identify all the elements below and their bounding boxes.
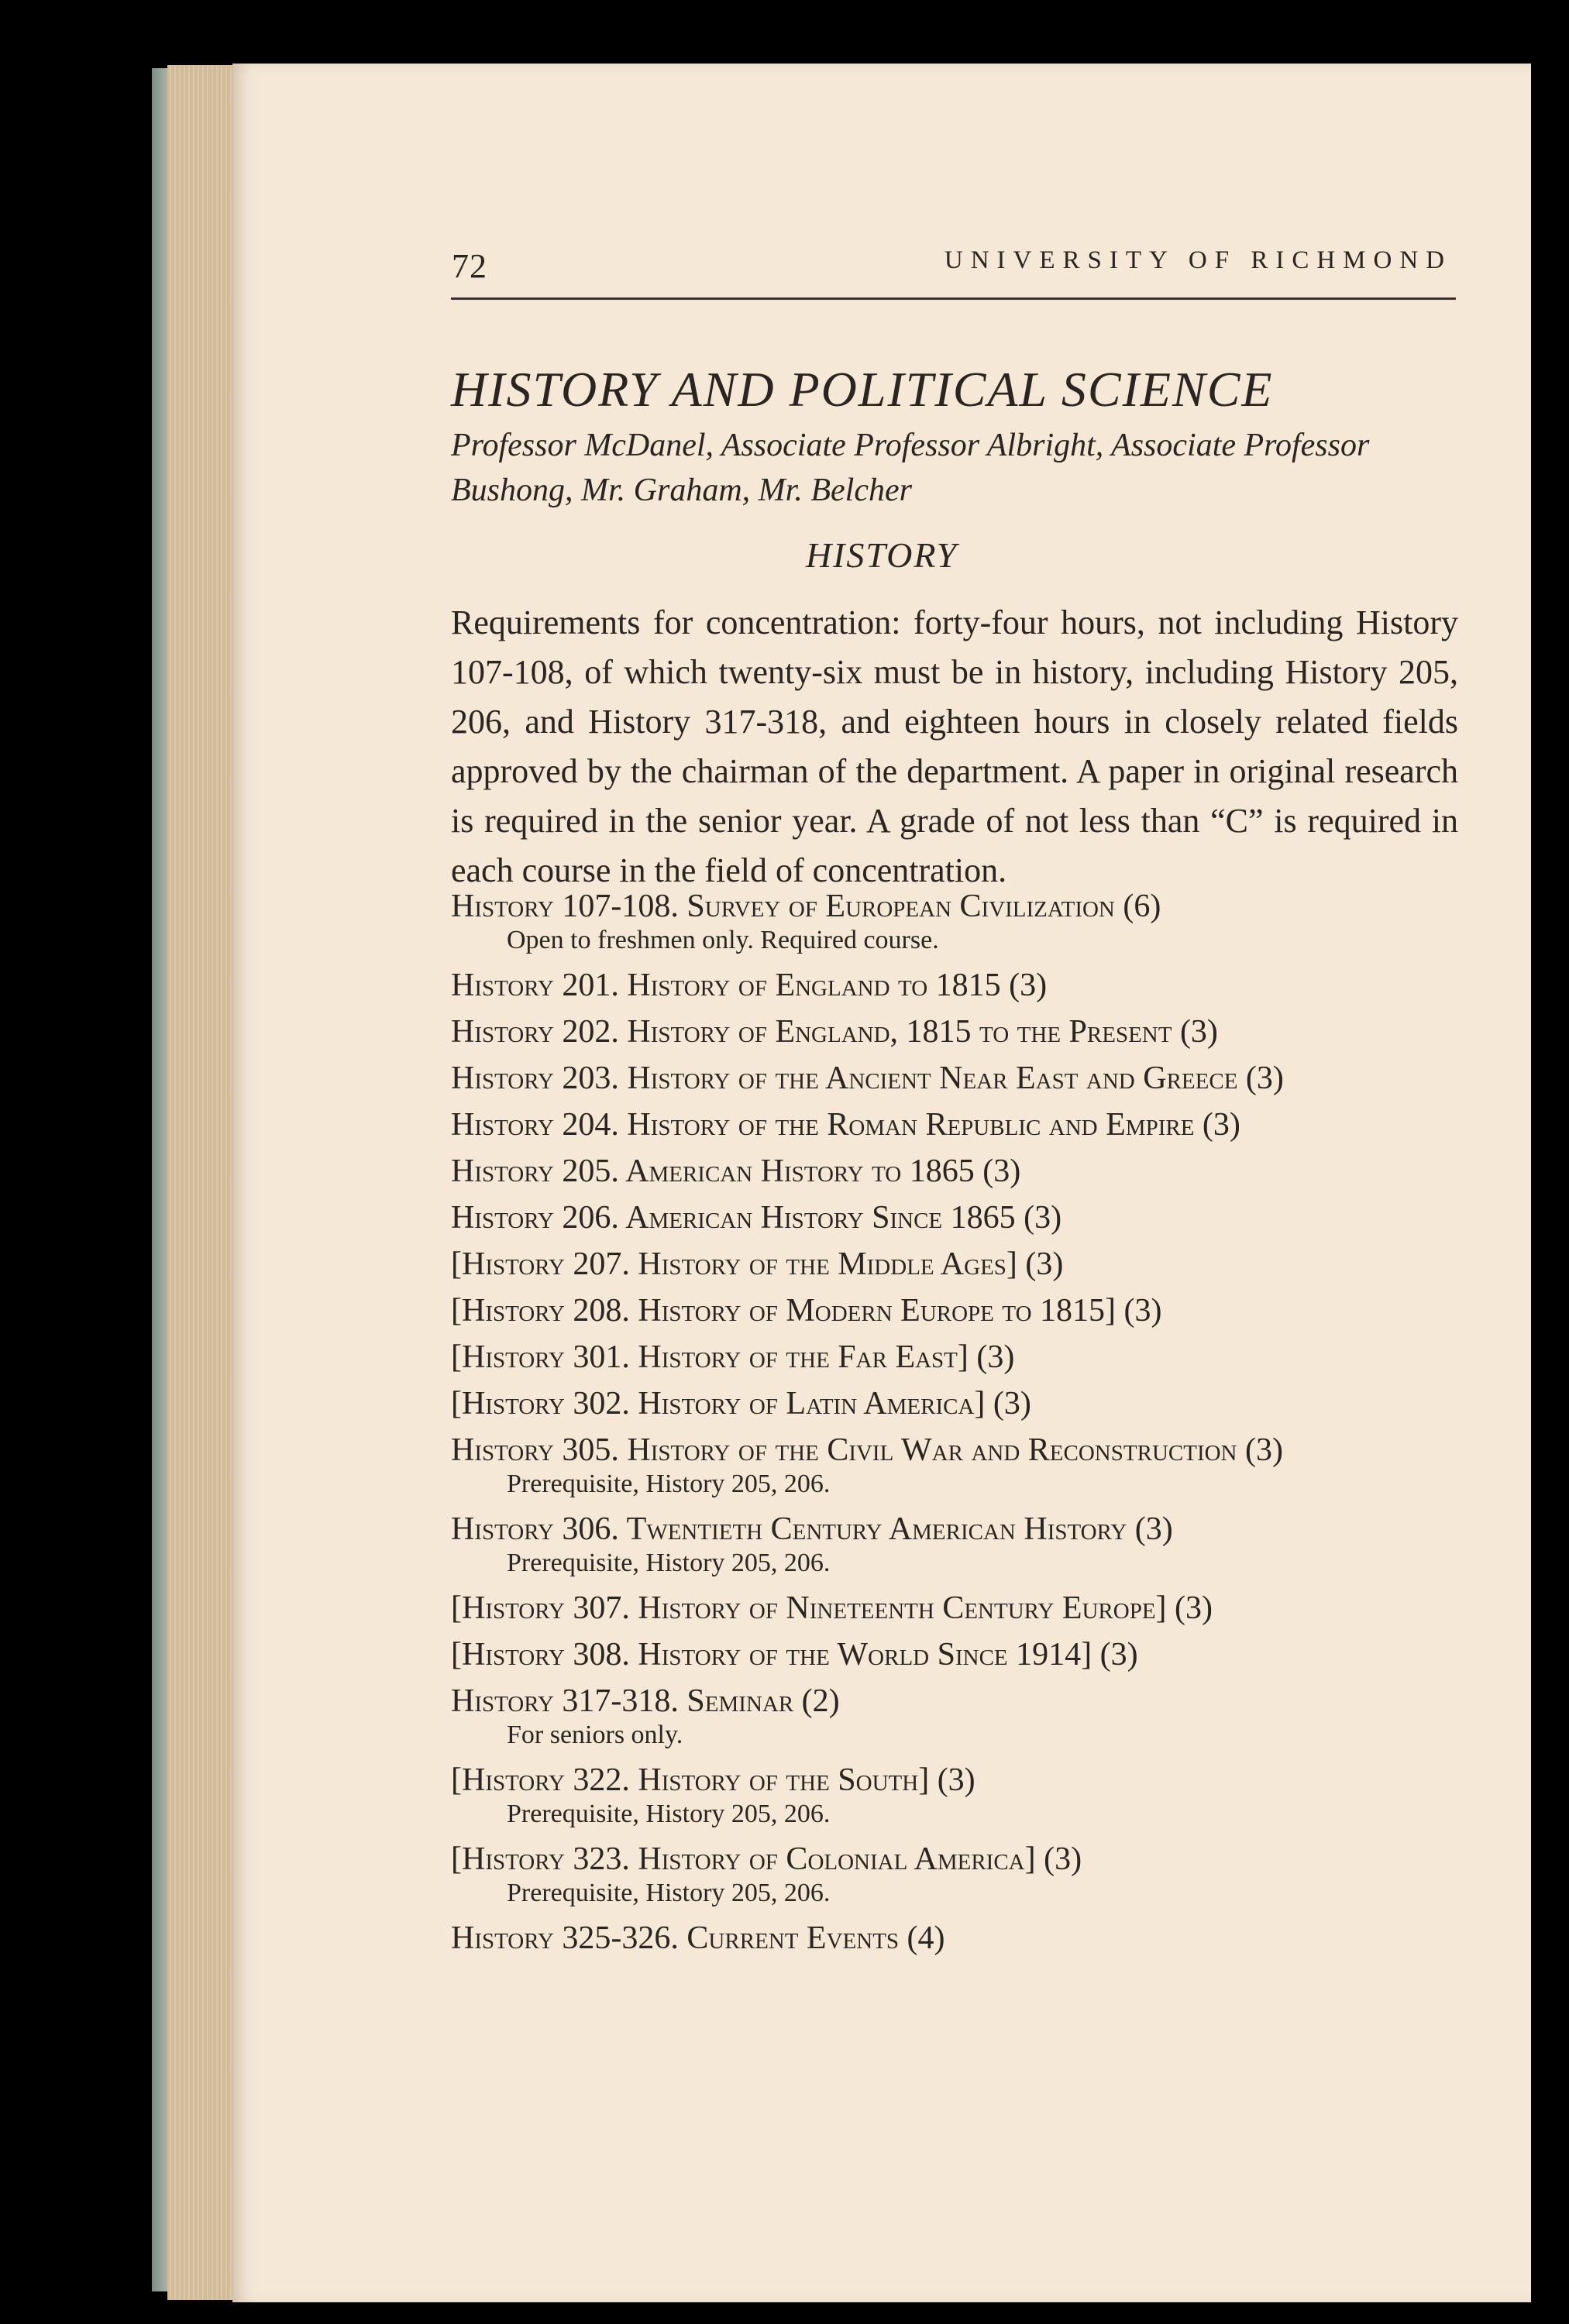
header-rule <box>451 297 1456 300</box>
course-entry: History 317-318. Seminar (2) <box>451 1683 840 1719</box>
page-number: 72 <box>452 247 487 285</box>
course-note: Prerequisite, History 205, 206. <box>507 1800 831 1828</box>
book-cover-edge <box>152 68 169 2291</box>
running-head: UNIVERSITY OF RICHMOND <box>944 246 1452 274</box>
course-entry: [History 207. History of the Middle Ages] (3) <box>451 1246 1064 1282</box>
course-entry: History 205. American History to 1865 (3) <box>451 1153 1021 1189</box>
course-note: Open to freshmen only. Required course. <box>507 926 939 954</box>
faculty-list: Professor McDanel, Associate Professor Albright, Associate Professor Bushong, Mr. Graham, Mr. Belcher <box>451 428 1370 508</box>
course-entry: History 325-326. Current Events (4) <box>451 1920 945 1956</box>
course-entry: [History 301. History of the Far East] (3) <box>451 1339 1015 1375</box>
course-entry: History 107-108. Survey of European Civilization (6) <box>451 889 1161 924</box>
subsection-title: HISTORY <box>805 535 958 575</box>
course-note: Prerequisite, History 205, 206. <box>507 1549 831 1577</box>
course-note: Prerequisite, History 205, 206. <box>507 1879 831 1907</box>
course-entry: [History 302. History of Latin America] (3) <box>451 1386 1031 1422</box>
course-entry: History 204. History of the Roman Republic and Empire (3) <box>451 1107 1240 1143</box>
course-entry: [History 307. History of Nineteenth Century Europe] (3) <box>451 1590 1213 1626</box>
course-entry: [History 323. History of Colonial America] (3) <box>451 1841 1082 1877</box>
course-entry: History 305. History of the Civil War and Reconstruction (3) <box>451 1432 1283 1468</box>
course-list <box>451 883 1489 1961</box>
page-block-edges <box>167 65 239 2300</box>
course-entry: History 306. Twentieth Century American History (3) <box>451 1511 1173 1547</box>
section-title: HISTORY AND POLITICAL SCIENCE <box>451 362 1274 417</box>
course-entry: History 201. History of England to 1815 (3) <box>451 968 1048 1003</box>
course-entry: [History 308. History of the World Since 1914] (3) <box>451 1637 1138 1673</box>
catalog-page <box>232 64 1531 2302</box>
concentration-requirements: Requirements for concentration: forty-four hours, not including History 107-108, of which twenty-six must be in history, including History 205, 206, and History 317-318, and eighteen hours in closely related fields approved by the chairman of the department. A paper in original research is required in the senior year. A grade of not less than “C” is required in each course in the field of concentration. <box>451 603 1458 889</box>
course-entry: History 202. History of England, 1815 to the Present (3) <box>451 1014 1218 1050</box>
course-note: For seniors only. <box>507 1721 683 1749</box>
course-entry: History 206. American History Since 1865 (3) <box>451 1200 1062 1236</box>
course-entry: [History 322. History of the South] (3) <box>451 1762 975 1798</box>
course-entry: History 203. History of the Ancient Near East and Greece (3) <box>451 1061 1284 1096</box>
course-note: Prerequisite, History 205, 206. <box>507 1470 831 1498</box>
course-entry: [History 208. History of Modern Europe to 1815] (3) <box>451 1293 1162 1329</box>
